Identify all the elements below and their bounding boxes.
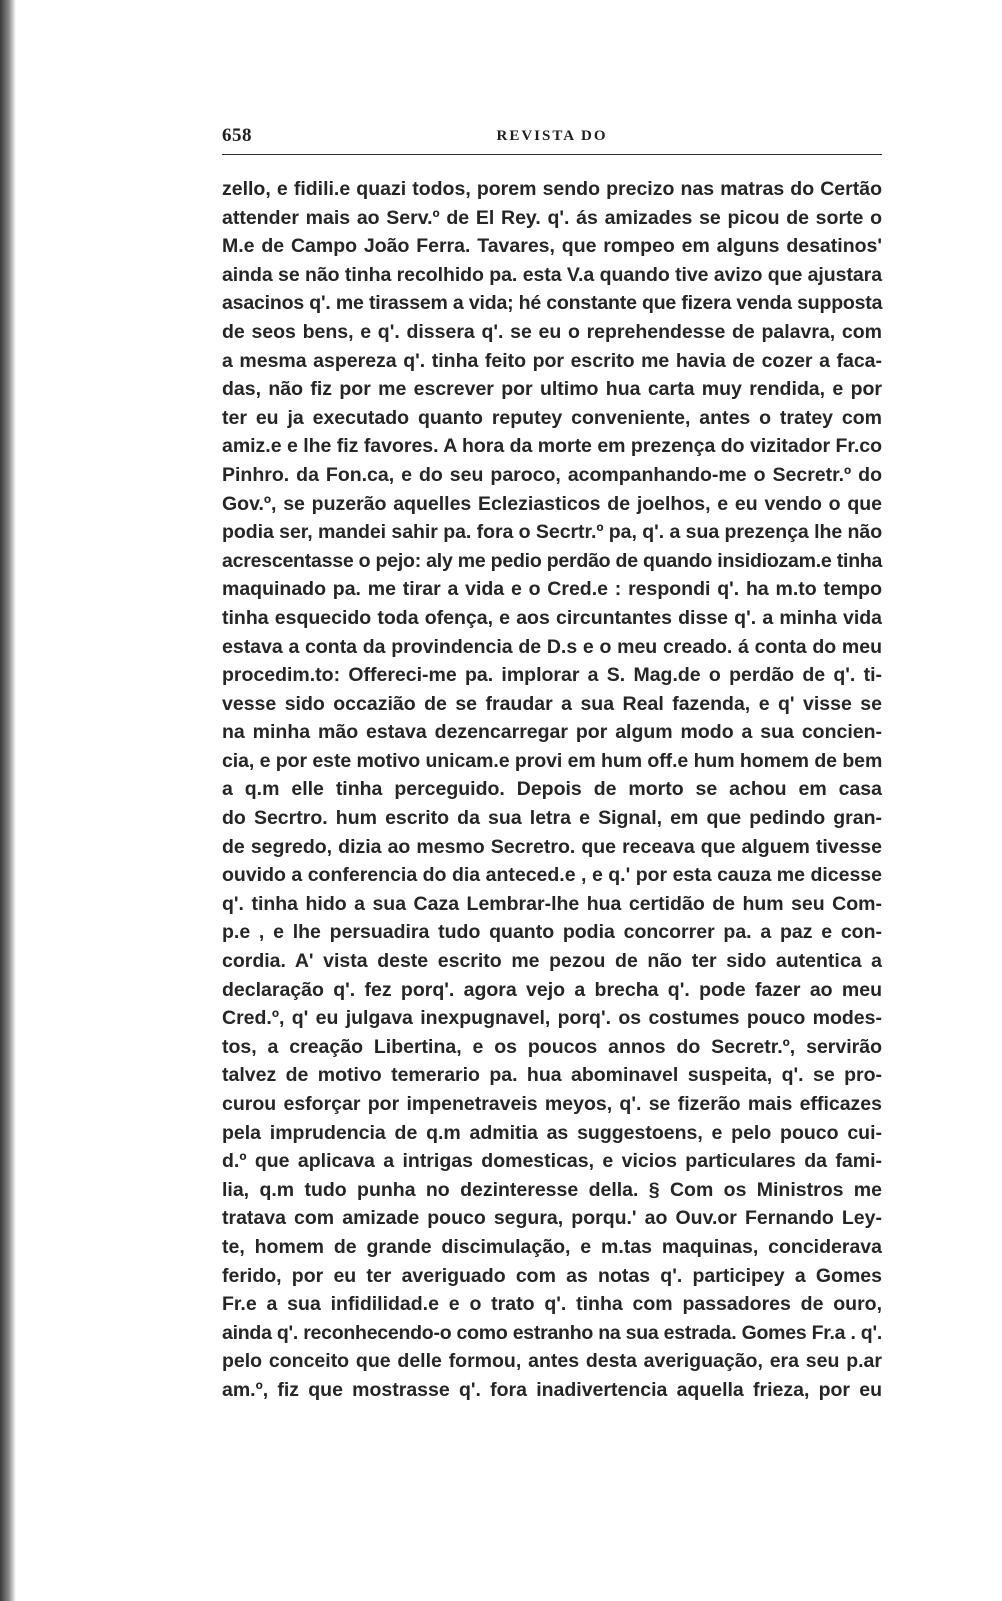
text-line: na minha mão estava dezencarregar por algum modo a sua concien-	[222, 721, 882, 744]
running-head	[222, 118, 882, 154]
journal-title: REVISTA DO	[496, 128, 608, 144]
text-line: ainda se não tinha recolhido pa. esta V.a quando tive avizo que ajustara	[222, 263, 882, 286]
text-line: ferido, por eu ter averiguado com as notas q'. participey a Gomes	[222, 1264, 882, 1287]
text-line: p.e , e lhe persuadira tudo quanto podia concorrer pa. a paz e con-	[222, 921, 882, 944]
text-line: ouvido a conferencia do dia anteced.e , e q.' por esta cauza me dicesse	[222, 864, 882, 887]
text-line: cordia. A' vista deste escrito me pezou de não ter sido autentica a	[222, 950, 882, 973]
text-line: attender mais ao Serv.º de El Rey. q'. ás amizades se picou de sorte o	[222, 206, 882, 229]
book-page	[222, 118, 882, 1405]
text-line: Cred.º, q' eu julgava inexpugnavel, porq'. os costumes pouco modes-	[222, 1007, 882, 1030]
text-line: acrescentasse o pejo: aly me pedio perdão de quando insidiozam.e tinha	[222, 549, 883, 572]
text-line: maquinado pa. me tirar a vida e o Cred.e : respondi q'. ha m.to tempo	[222, 578, 882, 601]
text-line: a q.m elle tinha perceguido. Depois de morto se achou em casa	[222, 778, 882, 801]
text-line: q'. tinha hido a sua Caza Lembrar-lhe hua certidão de hum seu Com-	[222, 892, 882, 915]
text-line: curou esforçar por impenetraveis meyos, q'. se fizerão mais efficazes	[222, 1093, 882, 1115]
text-line: te, homem de grande discimulação, e m.tas maquinas, conciderava	[222, 1235, 882, 1258]
header-rule	[222, 154, 882, 155]
text-line: zello, e fidili.e quazi todos, porem sendo precizo nas matras do Certão	[222, 178, 882, 200]
page-number: 658	[222, 125, 252, 146]
body-text	[222, 175, 882, 1405]
text-line: vesse sido occazião de se fraudar a sua Real fazenda, e q' visse se	[222, 692, 882, 715]
text-line: tinha esquecido toda ofença, e aos circuntantes disse q'. a minha vida	[222, 606, 882, 629]
text-line: do Secrtro. hum escrito da sua letra e Signal, em que pedindo gran-	[222, 807, 882, 830]
text-line: ainda q'. reconhecendo-o como estranho na sua estrada. Gomes Fr.a . q'.	[222, 1321, 882, 1344]
scan-edge-shadow	[0, 0, 16, 1601]
text-line: estava a conta da provindencia de D.s e o meu creado. á conta do meu	[222, 635, 882, 658]
text-line: amiz.e e lhe fiz favores. A hora da morte em prezença do vizitador Fr.co	[222, 435, 882, 458]
text-line: talvez de motivo temerario pa. hua abominavel suspeita, q'. se pro-	[222, 1064, 882, 1087]
text-line: ter eu ja executado quanto reputey conveniente, antes o tratey com	[222, 406, 882, 429]
text-line: M.e de Campo João Ferra. Tavares, que rompeo em alguns desatinos'	[222, 235, 882, 258]
text-line: procedim.to: Offereci-me pa. implorar a S. Mag.de o perdão de q'. ti-	[222, 664, 882, 687]
text-line: cia, e por este motivo unicam.e provi em hum off.e hum homem de bem	[222, 749, 883, 772]
text-line: am.º, fiz que mostrasse q'. fora inadivertencia aquella frieza, por eu	[222, 1378, 882, 1401]
text-line: d.º que aplicava a intrigas domesticas, e vicios particulares da fami-	[222, 1150, 882, 1173]
text-line: Fr.e a sua infidilidad.e e o trato q'. tinha com passadores de ouro,	[222, 1293, 882, 1316]
text-line: Pinhro. da Fon.ca, e do seu paroco, acompanhando-me o Secretr.º do	[222, 463, 882, 486]
text-line: de seos bens, e q'. dissera q'. se eu o reprehendesse de palavra, com	[222, 320, 882, 343]
text-line: tratava com amizade pouco segura, porqu.' ao Ouv.or Fernando Ley-	[222, 1207, 882, 1230]
text-line: das, não fiz por me escrever por ultimo hua carta muy rendida, e por	[222, 378, 882, 401]
text-line: Gov.º, se puzerão aquelles Ecleziasticos de joelhos, e eu vendo o que	[222, 492, 882, 515]
text-line: lia, q.m tudo punha no dezinteresse della. § Com os Ministros me	[222, 1178, 882, 1201]
text-line: de segredo, dizia ao mesmo Secretro. que receava que alguem tivesse	[222, 835, 882, 858]
text-line: pela imprudencia de q.m admitia as suggestoens, e pelo pouco cui-	[222, 1121, 882, 1144]
text-line: tos, a creação Libertina, e os poucos annos do Secretr.º, servirão	[222, 1035, 882, 1058]
text-line: pelo conceito que delle formou, antes desta averiguação, era seu p.ar	[222, 1350, 882, 1373]
text-line: asacinos q'. me tirassem a vida; hé constante que fizera venda supposta	[222, 292, 883, 315]
text-line: declaração q'. fez porq'. agora vejo a brecha q'. pode fazer ao meu	[222, 978, 882, 1001]
text-line: podia ser, mandei sahir pa. fora o Secrtr.º pa, q'. a sua prezença lhe não	[222, 521, 883, 544]
text-line: a mesma aspereza q'. tinha feito por escrito me havia de cozer a faca-	[222, 349, 882, 372]
